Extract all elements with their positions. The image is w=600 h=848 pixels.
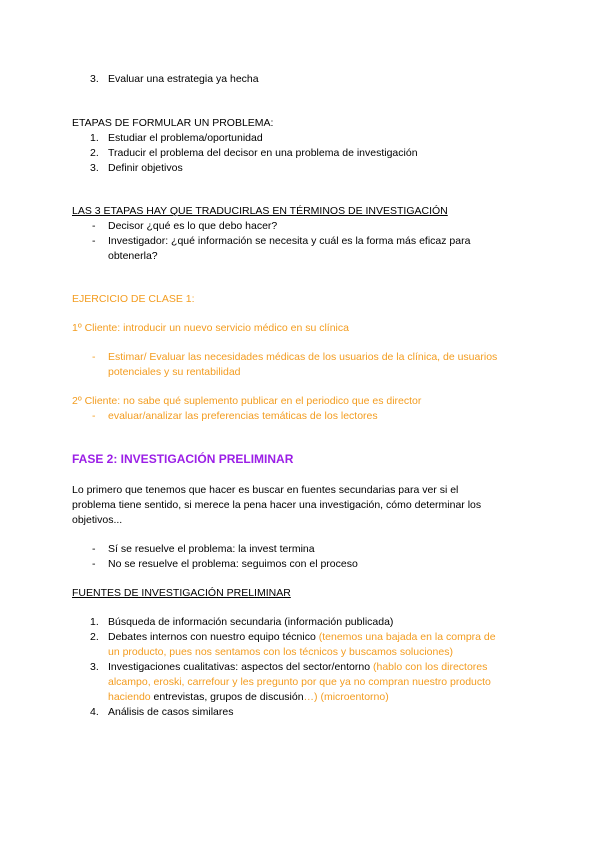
cliente2-item: evaluar/analizar las preferencias temáticas de los lectores [108,410,378,422]
fase2-bullet: No se resuelve el problema: seguimos con el proceso [108,558,358,570]
cliente1-item-continued: potenciales y su rentabilidad [108,366,241,378]
fase2-bullet: Sí se resuelve el problema: la invest termina [108,543,315,555]
fuentes-item-3-note: (hablo con los directores [373,661,488,673]
fuentes-item-4: Análisis de casos similares [108,706,234,718]
fase2-heading: FASE 2: INVESTIGACIÓN PRELIMINAR [72,452,294,466]
list-item: Investigador: ¿qué información se necesita y cuál es la forma más eficaz para [108,235,471,247]
list-item: Traducir el problema del decisor en una problema de investigación [108,147,418,159]
bullet-dash: - [92,351,96,363]
bullet-dash: - [92,235,96,247]
fuentes-item-2 [108,630,496,644]
fuentes-item-2-note-continued: un producto, pues nos sentamos con los técnicos y buscamos soluciones) [108,646,453,658]
list-item: Decisor ¿qué es lo que debo hacer? [108,220,278,232]
list-number: 1. [90,616,99,628]
list-number: 3. [90,661,99,673]
fase2-paragraph-line: Lo primero que tenemos que hacer es buscar en fuentes secundarias para ver si el [72,484,459,496]
list-item: Evaluar una estrategia ya hecha [108,73,259,85]
fase2-paragraph-line: objetivos... [72,514,123,526]
ejercicio-heading: EJERCICIO DE CLASE 1: [72,293,195,305]
section-heading-tres-etapas: LAS 3 ETAPAS HAY QUE TRADUCIRLAS EN TÉRMINOS DE INVESTIGACIÓN [72,205,448,217]
bullet-dash: - [92,220,96,232]
fuentes-item-3-line2: alcampo, eroski, carrefour y les pregunto por que ya no compran nuestro producto [108,676,491,688]
list-number: 2. [90,631,99,643]
fuentes-item-2-note: (tenemos una bajada en la compra de [318,631,496,643]
cliente1-text: 1º Cliente: introducir un nuevo servicio médico en su clínica [72,322,349,334]
list-number: 2. [90,147,99,159]
list-item: Estudiar el problema/oportunidad [108,132,263,144]
list-number: 3. [90,162,99,174]
list-number: 1. [90,132,99,144]
bullet-dash: - [92,410,96,422]
fuentes-item-3 [108,660,487,674]
fase2-paragraph-line: problema tiene sentido, si merece la pena hacer una investigación, cómo determinar los [72,499,482,511]
section-heading-etapas: ETAPAS DE FORMULAR UN PROBLEMA: [72,117,274,129]
bullet-dash: - [92,543,96,555]
list-item-continued: obtenerla? [108,250,158,262]
list-number: 3. [90,73,99,85]
cliente2-text: 2º Cliente: no sabe qué suplemento publicar en el periodico que es director [72,395,422,407]
fuentes-item-3-line3 [108,690,389,704]
cliente1-item: Estimar/ Evaluar las necesidades médicas de los usuarios de la clínica, de usuarios [108,351,498,363]
fuentes-item-3-line3-black: entrevistas, grupos de discusión [153,691,304,703]
fuentes-item-3-text: Investigaciones cualitativas: aspectos del sector/entorno [108,661,371,673]
list-item: Definir objetivos [108,162,183,174]
fuentes-item-3-line3-tail: …) (microentorno) [303,691,389,703]
fuentes-item-3-line3-orange: haciendo [108,691,151,703]
fuentes-item-2-text: Debates internos con nuestro equipo técnico [108,631,316,643]
fuentes-heading: FUENTES DE INVESTIGACIÓN PRELIMINAR [72,587,291,599]
bullet-dash: - [92,558,96,570]
list-number: 4. [90,706,99,718]
fuentes-item-1: Búsqueda de información secundaria (información publicada) [108,616,394,628]
